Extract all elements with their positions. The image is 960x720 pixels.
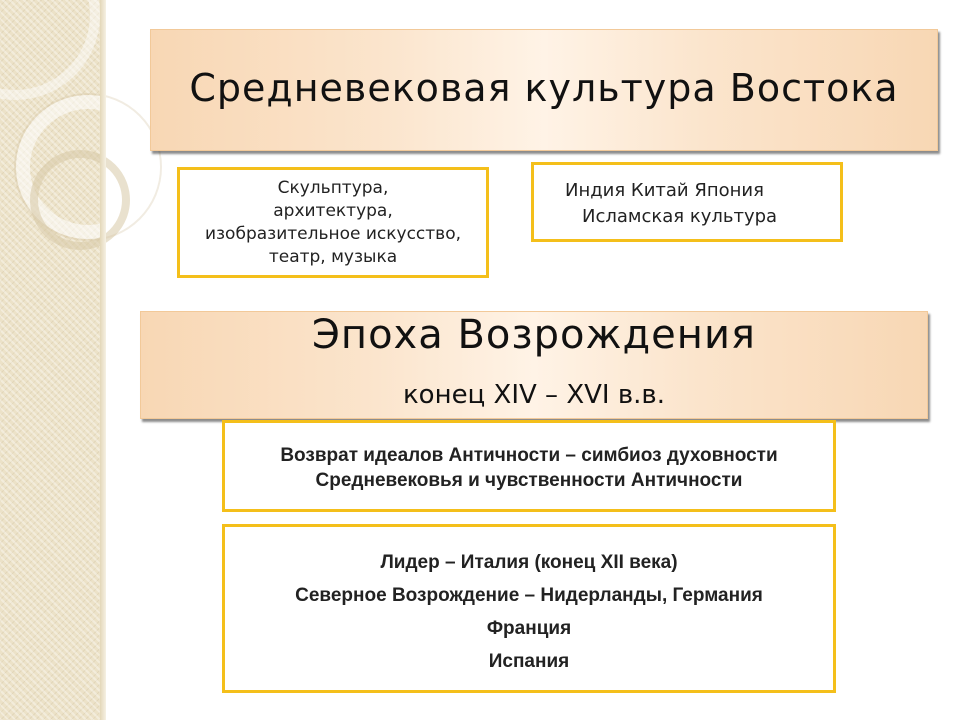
- regions-line: Исламская культура: [582, 206, 778, 227]
- arts-line: изобразительное искусство,: [204, 224, 462, 244]
- decorative-ring: [0, 0, 100, 100]
- decorative-side-panel: [0, 0, 100, 720]
- epoch-title: Эпоха Возрождения: [311, 312, 756, 358]
- title-banner: [150, 29, 938, 151]
- arts-line: театр, музыка: [268, 247, 398, 267]
- epoch-banner: [140, 311, 928, 419]
- ideals-box: [222, 420, 836, 512]
- arts-box: [177, 167, 489, 278]
- countries-line: Северное Возрождение – Нидерланды, Германия: [295, 585, 763, 606]
- decorative-ring: [30, 150, 130, 250]
- arts-line: архитектура,: [273, 201, 393, 221]
- countries-line: Лидер – Италия (конец XII века): [380, 552, 678, 573]
- arts-line: Скульптура,: [277, 178, 389, 198]
- countries-box: [222, 524, 836, 693]
- slide-title: Средневековая культура Востока: [189, 66, 899, 110]
- regions-line: Индия Китай Япония: [565, 180, 764, 201]
- epoch-period: конец XIV – XVI в.в.: [402, 380, 666, 410]
- side-panel-edge: [100, 0, 106, 720]
- countries-line: Франция: [486, 618, 572, 639]
- ideals-line: Возврат идеалов Античности – симбиоз духовности: [280, 445, 778, 466]
- countries-line: Испания: [488, 651, 570, 672]
- regions-box: [531, 162, 843, 242]
- ideals-line: Средневековья и чувственности Античности: [315, 470, 743, 491]
